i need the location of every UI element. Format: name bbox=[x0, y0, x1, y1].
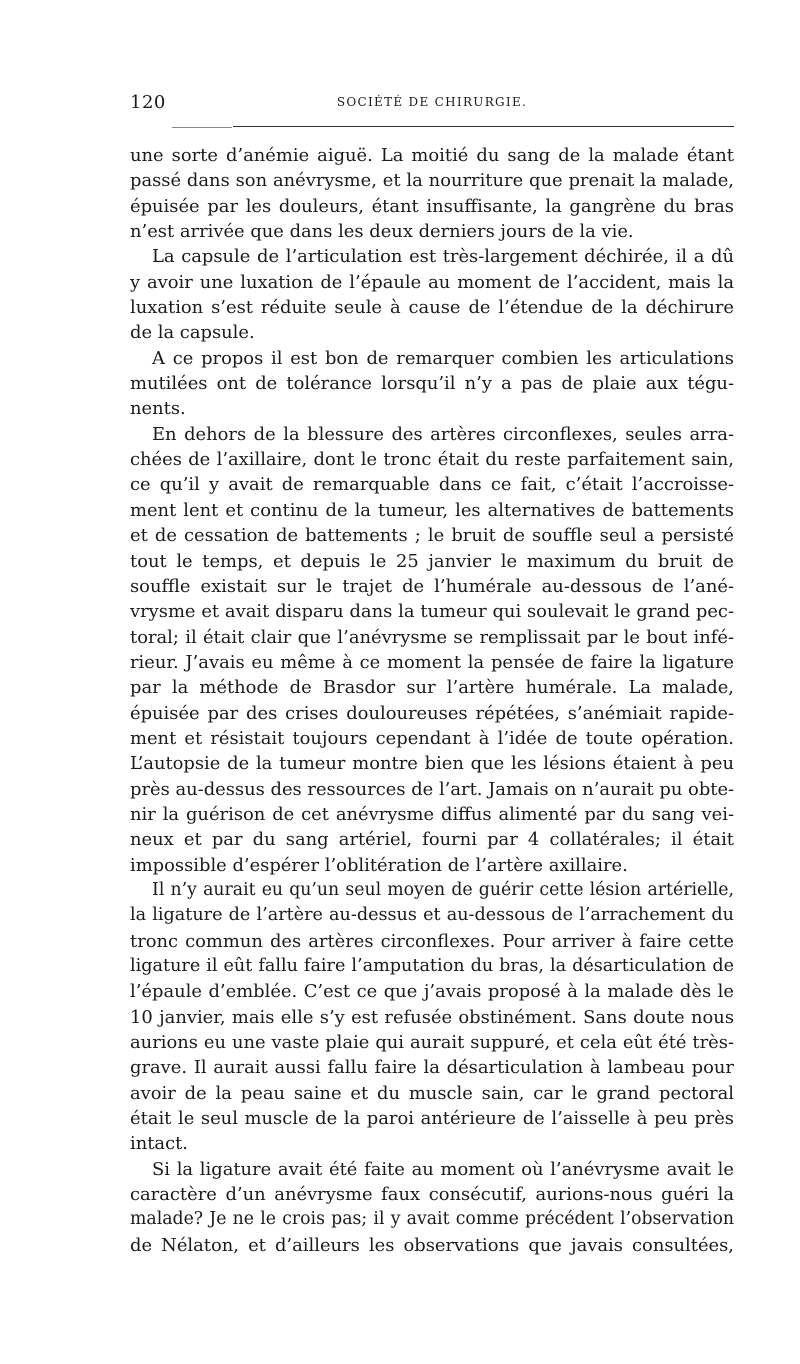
text-line: luxation s’est réduite seule à cause de l’étendue de la déchirure bbox=[130, 297, 734, 319]
text-line: n’est arrivée que dans les deux derniers jours de la vie. bbox=[130, 221, 634, 243]
text-line: de la capsule. bbox=[130, 322, 255, 344]
body-text bbox=[130, 143, 734, 1258]
text-line: Il n’y aurait eu qu’un seul moyen de guérir cette lésion artérielle, bbox=[152, 879, 734, 900]
text-line: épuisée par des crises douloureuses répétées, s’anémiait rapide- bbox=[130, 702, 734, 724]
text-line: passé dans son anévrysme, et la nourriture que prenait la malade, bbox=[130, 170, 734, 192]
text-line: ligature il eût fallu faire l’amputation du bras, la désarticulation de bbox=[130, 956, 734, 976]
page-header bbox=[130, 92, 734, 116]
text-line: par la méthode de Brasdor sur l’artère humérale. La malade, bbox=[130, 677, 734, 699]
text-line: tout le temps, et depuis le 25 janvier le maximum du bruit de bbox=[130, 550, 734, 572]
text-line: ce qu’il y avait de remarquable dans ce fait, c’était l’accroisse- bbox=[130, 474, 734, 496]
text-line: 10 janvier, mais elle s’y est refusée obstinément. Sans doute nous bbox=[130, 1006, 734, 1028]
text-line: une sorte d’anémie aiguë. La moitié du sang de la malade étant bbox=[130, 145, 734, 166]
text-line: impossible d’espérer l’oblitération de l’artère axillaire. bbox=[130, 854, 628, 876]
text-line: était le seul muscle de la paroi antérieure de l’aisselle à peu près bbox=[130, 1108, 734, 1130]
text-line: malade? Je ne le crois pas; il y avait comme précédent l’observation bbox=[130, 1209, 734, 1230]
text-line: grave. Il aurait aussi fallu faire la désarticulation à lambeau pour bbox=[130, 1057, 734, 1079]
text-line: épuisée par les douleurs, étant insuffisante, la gangrène du bras bbox=[130, 195, 734, 217]
text-line: ment lent et continu de la tumeur, les alternatives de battements bbox=[130, 499, 734, 521]
text-line: ment et résistait toujours cependant à l’idée de toute opération. bbox=[130, 727, 734, 749]
page-number: 120 bbox=[130, 92, 166, 113]
text-line: y avoir une luxation de l’épaule au moment de l’accident, mais la bbox=[130, 271, 734, 293]
text-line: vrysme et avait disparu dans la tumeur qui soulevait le grand pec- bbox=[130, 601, 734, 623]
text-line: et de cessation de battements ; le bruit de souffle seul a persisté bbox=[130, 525, 734, 547]
text-line: rieur. J’avais eu même à ce moment la pensée de faire la ligature bbox=[130, 651, 734, 673]
text-line: nir la guérison de cet anévrysme diffus alimenté par du sang vei- bbox=[130, 803, 734, 825]
text-line: Si la ligature avait été faite au moment où l’anévrysme avait le bbox=[152, 1158, 734, 1180]
text-line: près au-dessus des ressources de l’art. Jamais on n’aurait pu obte- bbox=[130, 778, 734, 800]
text-line: toral; il était clair que l’anévrysme se remplissait par le bout infé- bbox=[130, 626, 734, 648]
text-line: la ligature de l’artère au-dessus et au-dessous de l’arrachement du bbox=[130, 905, 734, 926]
text-line: mutilées ont de tolérance lorsqu’il n’y a pas de plaie aux tégu- bbox=[130, 373, 734, 395]
text-line: En dehors de la blessure des artères circonflexes, seules arra- bbox=[152, 423, 734, 445]
header-rule-faint bbox=[172, 127, 232, 128]
text-line: souffle existait sur le trajet de l’humérale au-dessous de l’ané- bbox=[130, 575, 734, 597]
running-title: SOCIÉTÉ DE CHIRURGIE. bbox=[336, 95, 528, 109]
text-line: A ce propos il est bon de remarquer combien les articulations bbox=[152, 347, 734, 369]
header-rule bbox=[233, 126, 734, 127]
text-line: de Nélaton, et d’ailleurs les observations que javais consultées, bbox=[130, 1234, 734, 1256]
text-line: aurions eu une vaste plaie qui aurait suppuré, et cela eût été très- bbox=[130, 1032, 734, 1054]
text-line: intact. bbox=[130, 1133, 188, 1155]
text-line: nents. bbox=[130, 398, 186, 420]
text-line: avoir de la peau saine et du muscle sain, car le grand pectoral bbox=[130, 1082, 734, 1104]
text-line: caractère d’un anévrysme faux consécutif, aurions-nous guéri la bbox=[130, 1184, 734, 1206]
text-line: chées de l’axillaire, dont le tronc était du reste parfaitement sain, bbox=[130, 449, 734, 471]
text-line: L’autopsie de la tumeur montre bien que les lésions étaient à peu bbox=[130, 753, 734, 775]
text-line: l’épaule d’emblée. C’est ce que j’avais proposé à la malade dès le bbox=[130, 981, 734, 1003]
text-line: tronc commun des artères circonflexes. Pour arriver à faire cette bbox=[130, 930, 734, 952]
text-line: neux et par du sang artériel, fourni par 4 collatérales; il était bbox=[130, 829, 734, 851]
text-line: La capsule de l’articulation est très-largement déchirée, il a dû bbox=[152, 246, 734, 268]
